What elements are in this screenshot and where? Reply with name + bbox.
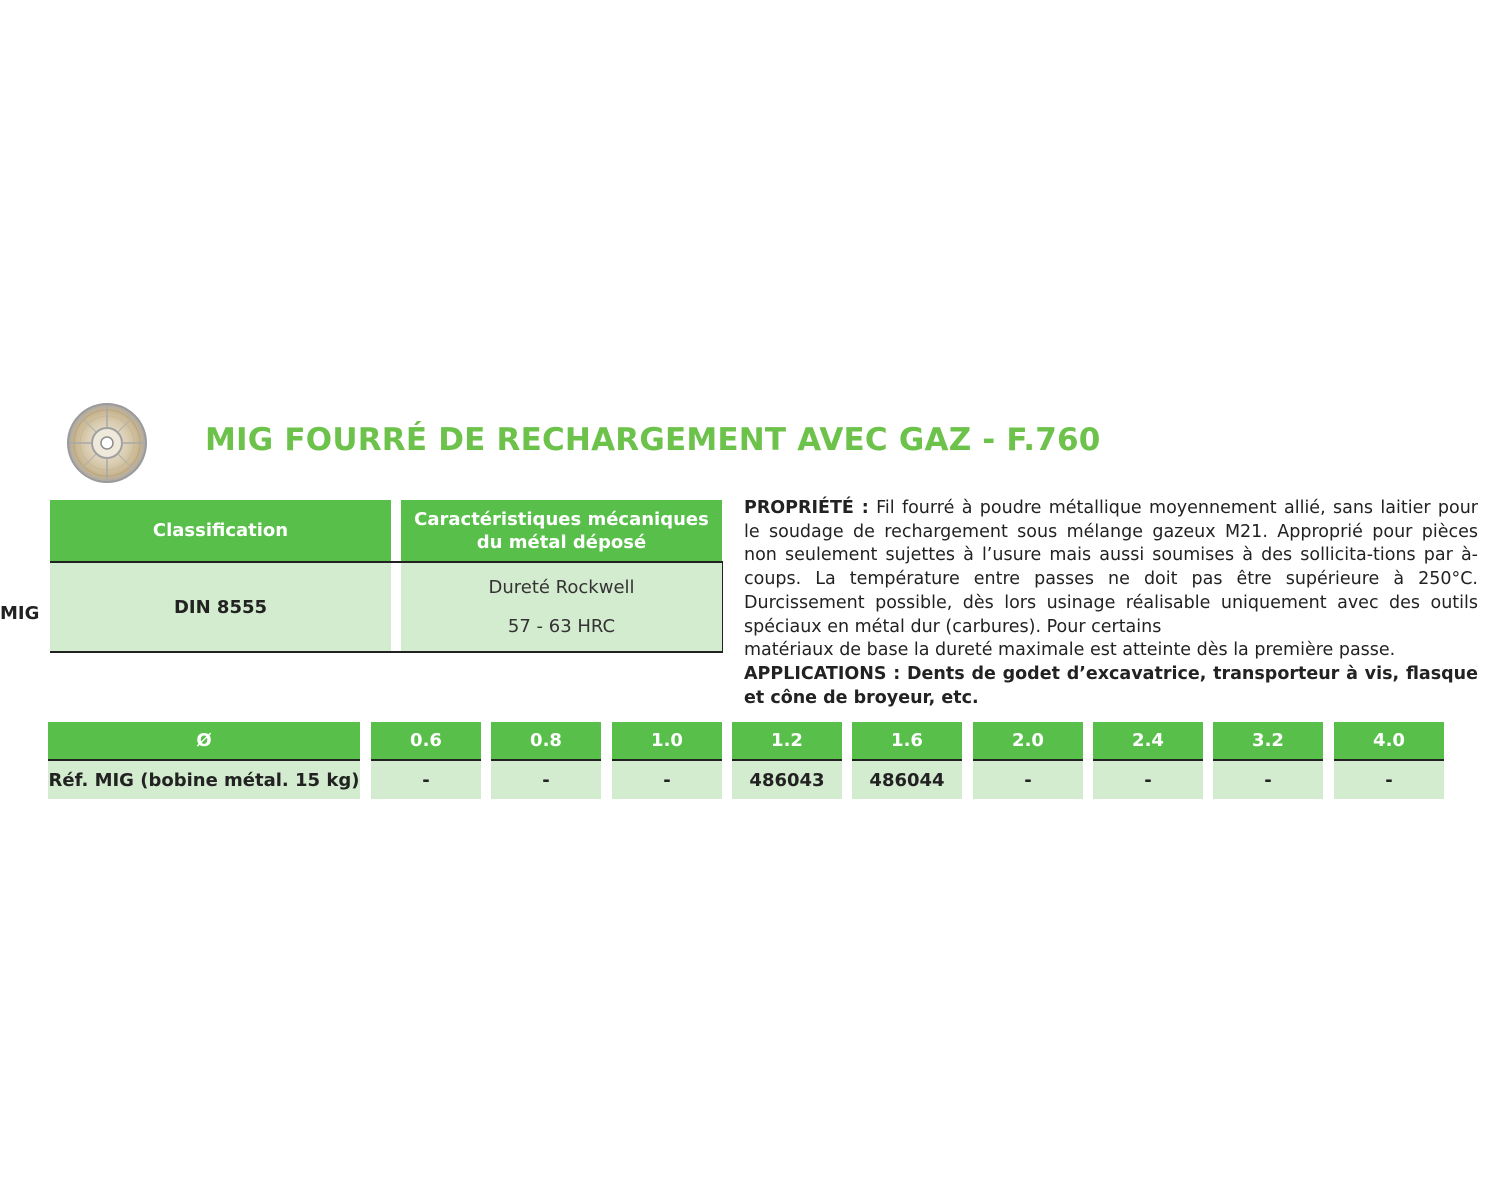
table-right-rule — [722, 561, 723, 653]
property-tail: matériaux de base la dureté maximale est atteinte dès la première passe. — [744, 640, 1396, 661]
product-description — [744, 497, 1478, 710]
ref-cell-7: - — [1213, 761, 1323, 799]
ref-cell-1: - — [491, 761, 601, 799]
size-header-8: 4.0 — [1334, 722, 1444, 759]
ref-cell-6: - — [1093, 761, 1203, 799]
classification-cell — [50, 563, 391, 651]
classification-value: DIN 8555 — [173, 596, 268, 618]
applications-paragraph — [744, 663, 1478, 710]
property-text: Fil fourré à poudre métallique moyennement allié, sans laitier pour le soudage de rechargement sous mélange gazeux M21. Approprié pour pièces non seulement sujettes à l’usure mais aussi soumises à des sollicita-tions par à-coups. La température entre passes ne doit pas être supérieure à 250°C. Durcissement possible, dès lors usinage réalisable uniquement avec des outils spéciaux en métal dur (carbures). Pour certains — [744, 498, 1478, 637]
page-title: MIG FOURRÉ DE RECHARGEMENT AVEC GAZ - F.760 — [205, 422, 1101, 458]
process-label: MIG — [0, 603, 40, 624]
ref-cell-4: 486044 — [852, 761, 962, 799]
applications-label: APPLICATIONS : — [744, 663, 901, 684]
table-bottom-rule — [50, 651, 723, 653]
size-header-7: 3.2 — [1213, 722, 1323, 759]
property-paragraph — [744, 497, 1478, 639]
mech-characteristics-cell — [401, 563, 722, 651]
size-header-0: 0.6 — [371, 722, 481, 759]
applications-text: Dents de godet d’excavatrice, transporteur à vis, flasque et cône de broyeur, etc. — [744, 663, 1478, 708]
ref-cell-2: - — [612, 761, 722, 799]
size-header-2: 1.0 — [612, 722, 722, 759]
size-header-4: 1.6 — [852, 722, 962, 759]
ref-cell-5: - — [973, 761, 1083, 799]
size-header-5: 2.0 — [973, 722, 1083, 759]
size-header-3: 1.2 — [732, 722, 842, 759]
ref-cell-0: - — [371, 761, 481, 799]
ref-cell-3: 486043 — [732, 761, 842, 799]
property-label: PROPRIÉTÉ : — [744, 498, 869, 518]
size-header-6: 2.4 — [1093, 722, 1203, 759]
diameter-header: Ø — [48, 722, 360, 759]
hardness-value: 57 - 63 HRC — [507, 616, 616, 637]
mech-characteristics-header: Caractéristiques mécaniques du métal déposé — [401, 500, 722, 561]
classification-header: Classification — [50, 500, 391, 561]
ref-row-label: Réf. MIG (bobine métal. 15 kg) — [48, 761, 360, 799]
size-header-1: 0.8 — [491, 722, 601, 759]
ref-cell-8: - — [1334, 761, 1444, 799]
wire-spool-icon — [66, 402, 148, 484]
hardness-label: Dureté Rockwell — [488, 577, 635, 598]
